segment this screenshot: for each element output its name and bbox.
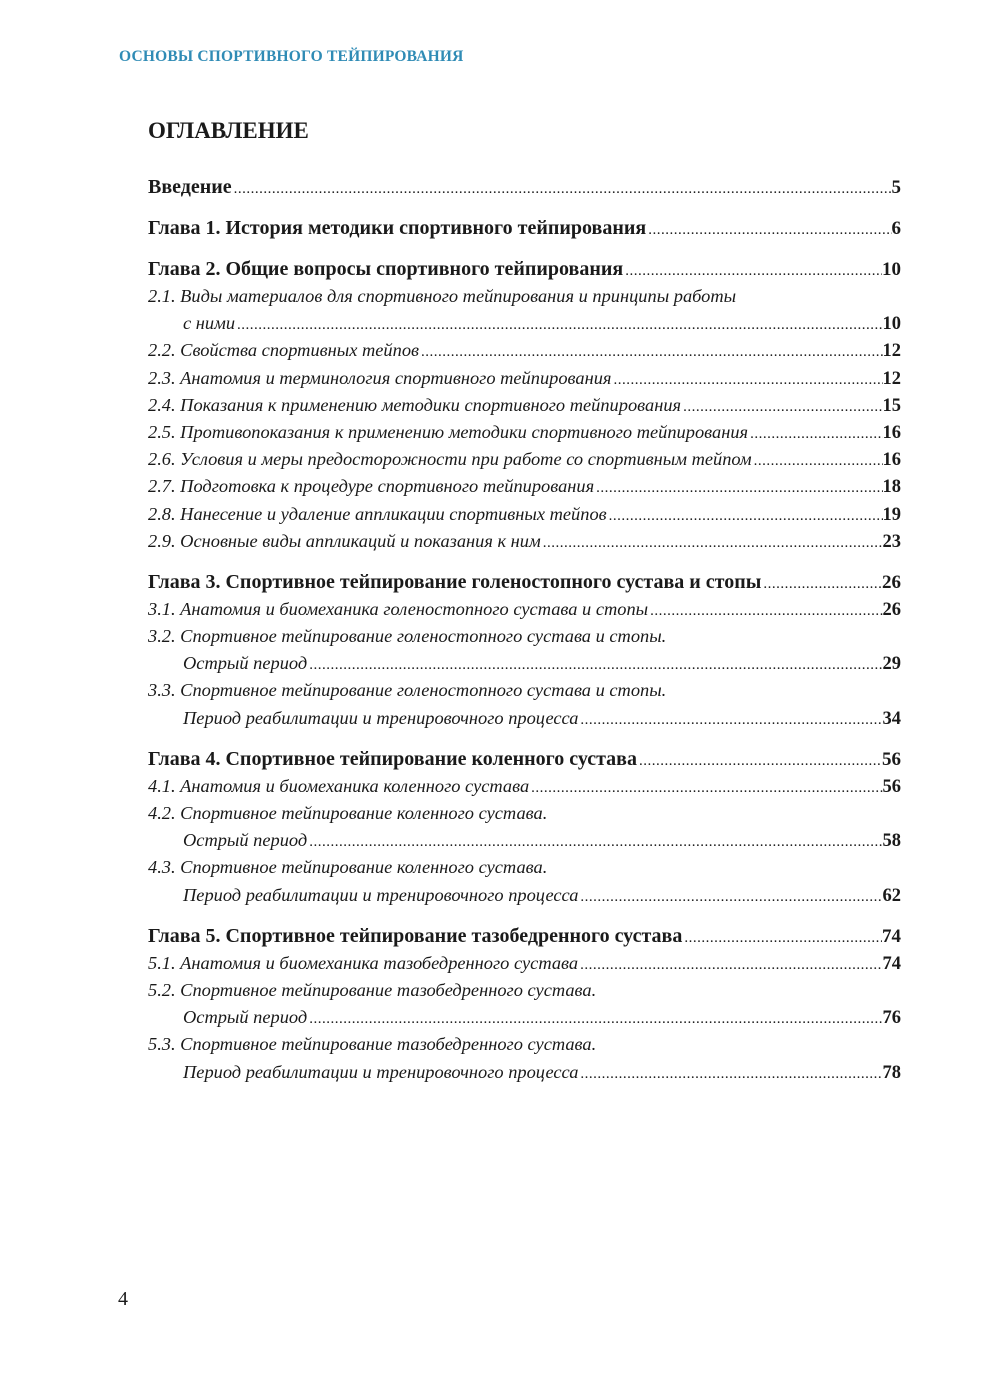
toc-entry-page: 74 (882, 925, 901, 947)
dot-leader (750, 421, 882, 448)
toc-entry-2-8[interactable] (148, 501, 901, 528)
dot-leader (234, 176, 892, 203)
toc-entry-text: 2.5. Противопоказания к применению методики спортивного тейпирования (148, 421, 749, 442)
toc-entry-page: 15 (882, 395, 901, 416)
toc-entry-page: 29 (882, 654, 901, 675)
toc-entry-page: 19 (882, 504, 901, 525)
toc-entry-page: 74 (882, 953, 901, 974)
dot-leader (648, 217, 891, 244)
toc-entry-page: 18 (882, 477, 901, 498)
toc-entry-text: Глава 5. Спортивное тейпирование тазобедренного сустава (148, 924, 683, 947)
toc-entry-text: 5.1. Анатомия и биомеханика тазобедренного сустава (148, 952, 579, 973)
toc-entry-5-3-cont[interactable] (148, 1059, 901, 1086)
toc-entry-3-2[interactable] (148, 623, 901, 650)
dot-leader (580, 707, 882, 734)
toc-entry-text: Острый период (183, 830, 308, 851)
toc-entry-page: 6 (891, 218, 901, 239)
toc-entry-text: 4.1. Анатомия и биомеханика коленного сустава (148, 775, 530, 796)
toc-entry-text: 2.7. Подготовка к процедуре спортивного тейпирования (148, 476, 595, 497)
dot-leader (580, 884, 882, 911)
dot-leader (309, 1006, 882, 1033)
toc-entry-text: с ними (183, 313, 236, 334)
toc-entry-text: 5.2. Спортивное тейпирование тазобедренного сустава. (148, 979, 597, 1000)
toc-entry-page: 56 (882, 776, 901, 797)
toc-entry-2-2[interactable] (148, 337, 901, 364)
toc-entry-3-3-cont[interactable] (148, 705, 901, 732)
toc-entry-text: Глава 2. Общие вопросы спортивного тейпирования (148, 258, 624, 280)
dot-leader (596, 475, 882, 502)
dot-leader (237, 312, 882, 339)
dot-leader (639, 748, 882, 775)
toc-entry-page: 10 (882, 259, 901, 280)
dot-leader (309, 829, 882, 856)
dot-leader (609, 503, 883, 530)
toc-entry-page: 26 (882, 571, 901, 593)
toc-entry-3-1[interactable] (148, 596, 901, 623)
dot-leader (580, 1061, 882, 1088)
toc-entry-page: 76 (882, 1008, 901, 1029)
toc-entry-chapter-3[interactable] (148, 569, 901, 596)
toc-entry-text: 2.4. Показания к применению методики спортивного тейпирования (148, 394, 682, 415)
dot-leader (309, 652, 882, 679)
dot-leader (421, 339, 883, 366)
dot-leader (580, 952, 882, 979)
toc-entry-4-3-cont[interactable] (148, 882, 901, 909)
toc-entry-5-2[interactable] (148, 977, 901, 1004)
toc-entry-3-3[interactable] (148, 677, 901, 704)
toc-entry-2-5[interactable] (148, 419, 901, 446)
toc-entry-chapter-4[interactable] (148, 746, 901, 773)
toc-entry-text: 2.1. Виды материалов для спортивного тейпирования и принципы работы (148, 286, 737, 306)
toc-entry-text: 4.3. Спортивное тейпирование коленного сустава. (148, 857, 548, 878)
toc-entry-text: 3.3. Спортивное тейпирование голеностопного сустава и стопы. (148, 680, 667, 701)
toc-entry-4-3[interactable] (148, 854, 901, 881)
toc-entry-4-2-cont[interactable] (148, 827, 901, 854)
toc-entry-page: 23 (882, 531, 901, 552)
running-title: ОСНОВЫ СПОРТИВНОГО ТЕЙПИРОВАНИЯ (119, 48, 464, 65)
toc-entry-2-4[interactable] (148, 392, 901, 419)
toc-entry-page: 16 (882, 422, 901, 443)
toc-entry-text: Введение (148, 176, 232, 198)
toc-entry-page: 26 (882, 599, 901, 620)
page-number: 4 (118, 1288, 128, 1310)
toc-entry-page: 5 (891, 177, 901, 198)
dot-leader (763, 571, 882, 598)
toc-entry-5-3[interactable] (148, 1031, 901, 1058)
toc-entry-text: Период реабилитации и тренировочного процесса (183, 1061, 579, 1082)
toc-entry-page: 34 (882, 708, 901, 729)
toc-entry-text: Период реабилитации и тренировочного процесса (183, 707, 579, 728)
toc-title: ОГЛАВЛЕНИЕ (148, 118, 309, 143)
dot-leader (684, 925, 882, 952)
toc-entry-text: 3.2. Спортивное тейпирование голеностопного сустава и стопы. (148, 626, 667, 647)
toc-entry-text: Острый период (183, 1007, 308, 1028)
dot-leader (683, 394, 882, 421)
toc-entry-chapter-5[interactable] (148, 923, 901, 950)
toc-entry-page: 62 (882, 885, 901, 906)
toc-entry-page: 78 (882, 1062, 901, 1083)
toc-entry-text: Глава 1. История методики спортивного тейпирования (148, 217, 647, 239)
toc-entry-text: 2.8. Нанесение и удаление аппликации спортивных тейпов (148, 503, 607, 524)
toc-entry-text: 2.2. Свойства спортивных тейпов (148, 340, 419, 361)
toc-entry-2-1[interactable] (148, 283, 901, 310)
toc-entry-5-2-cont[interactable] (148, 1004, 901, 1031)
toc-entry-page: 10 (882, 314, 901, 335)
toc-entry-page: 12 (882, 368, 901, 389)
toc-entry-2-6[interactable] (148, 446, 901, 473)
dot-leader (613, 367, 882, 394)
toc-entry-page: 16 (882, 450, 901, 471)
toc-entry-page: 12 (882, 341, 901, 362)
toc-entry-text: 2.3. Анатомия и терминология спортивного тейпирования (148, 367, 612, 388)
toc-entry-chapter-1[interactable] (148, 215, 901, 242)
toc-entry-intro[interactable] (148, 174, 901, 201)
toc-entry-2-3[interactable] (148, 365, 901, 392)
dot-leader (650, 598, 882, 625)
toc-entry-text: Острый период (183, 653, 308, 674)
toc-entry-2-9[interactable] (148, 528, 901, 555)
dot-leader (754, 448, 883, 475)
toc-entry-text: 3.1. Анатомия и биомеханика голеностопного сустава и стопы (148, 598, 649, 619)
dot-leader (625, 258, 882, 285)
toc-entry-chapter-2[interactable] (148, 256, 901, 283)
toc-entry-page: 58 (882, 831, 901, 852)
toc-entry-page: 56 (882, 748, 901, 770)
dot-leader (531, 775, 882, 802)
table-of-contents (148, 174, 901, 1086)
toc-entry-3-2-cont[interactable] (148, 650, 901, 677)
toc-entry-text: 5.3. Спортивное тейпирование тазобедренного сустава. (148, 1034, 597, 1055)
toc-entry-2-7[interactable] (148, 473, 901, 500)
toc-entry-4-2[interactable] (148, 800, 901, 827)
toc-entry-text: 2.9. Основные виды аппликаций и показания к ним (148, 530, 541, 551)
toc-entry-2-1-cont[interactable] (148, 310, 901, 337)
toc-entry-text: Период реабилитации и тренировочного процесса (183, 884, 579, 905)
toc-entry-4-1[interactable] (148, 773, 901, 800)
dot-leader (543, 530, 883, 557)
toc-entry-text: Глава 4. Спортивное тейпирование коленного сустава (148, 747, 637, 770)
toc-entry-text: 2.6. Условия и меры предосторожности при работе со спортивным тейпом (148, 449, 752, 470)
toc-entry-5-1[interactable] (148, 950, 901, 977)
toc-entry-text: Глава 3. Спортивное тейпирование голеностопного сустава и стопы (148, 570, 762, 593)
toc-entry-text: 4.2. Спортивное тейпирование коленного сустава. (148, 803, 548, 823)
